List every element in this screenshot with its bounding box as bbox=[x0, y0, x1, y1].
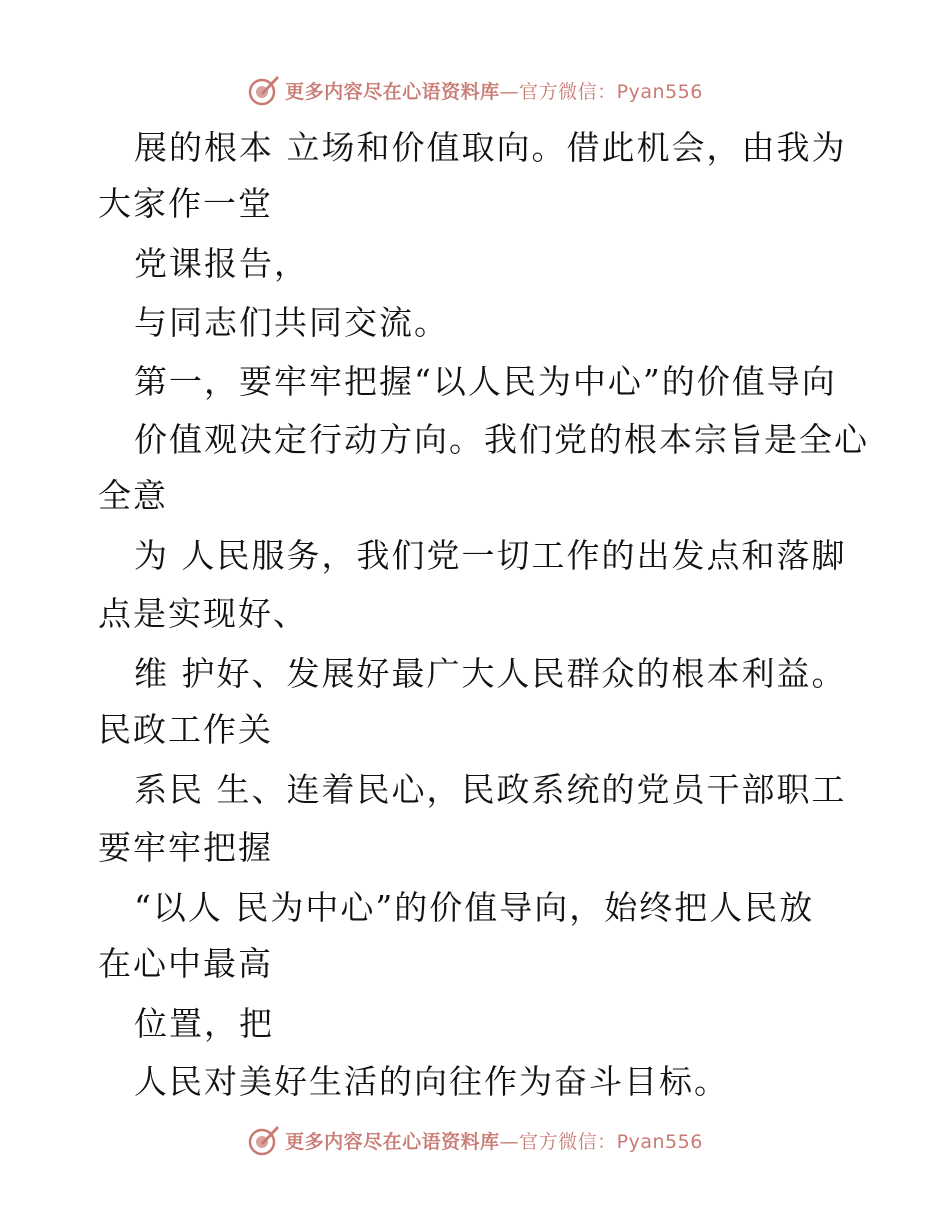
body-line: 要牢牢把握 bbox=[98, 828, 273, 867]
body-line: 系民 生、连着民心，民政系统的党员干部职工 bbox=[134, 770, 847, 809]
body-line: 与同志们共同交流。 bbox=[134, 303, 449, 342]
body-line: 大家作一堂 bbox=[98, 184, 273, 223]
body-line: 维 护好、发展好最广大人民群众的根本利益。 bbox=[134, 654, 847, 693]
header-watermark-banner bbox=[0, 70, 950, 110]
footer-banner-rest: —官方微信：Pyan556 bbox=[499, 1130, 703, 1153]
body-line: 位置，把 bbox=[134, 1004, 274, 1043]
quill-logo-icon bbox=[247, 73, 281, 107]
body-line: 全意 bbox=[98, 476, 168, 515]
footer-banner-main: 更多内容尽在心语资料库 bbox=[285, 1130, 500, 1153]
body-line: 在心中最高 bbox=[98, 944, 273, 983]
body-line: 为 人民服务，我们党一切工作的出发点和落脚 bbox=[134, 536, 847, 575]
body-line: 展的根本 立场和价值取向。借此机会，由我为 bbox=[134, 128, 847, 167]
body-line: 第一，要牢牢把握“以人民为中心”的价值导向 bbox=[134, 362, 837, 401]
body-line: “以人 民为中心”的价值导向，始终把人民放 bbox=[134, 888, 815, 927]
body-line: 民政工作关 bbox=[98, 710, 273, 749]
footer-banner-text bbox=[285, 1127, 703, 1154]
header-banner-main: 更多内容尽在心语资料库 bbox=[285, 80, 500, 103]
body-line: 党课报告， bbox=[134, 244, 309, 283]
body-line: 点是实现好、 bbox=[98, 594, 308, 633]
body-line: 价值观决定行动方向。我们党的根本宗旨是全心 bbox=[134, 420, 869, 459]
quill-logo-icon bbox=[247, 1123, 281, 1157]
header-banner-rest: —官方微信：Pyan556 bbox=[499, 80, 703, 103]
footer-watermark-banner bbox=[0, 1120, 950, 1160]
header-banner-text bbox=[285, 77, 703, 104]
body-line: 人民对美好生活的向往作为奋斗目标。 bbox=[134, 1062, 729, 1101]
